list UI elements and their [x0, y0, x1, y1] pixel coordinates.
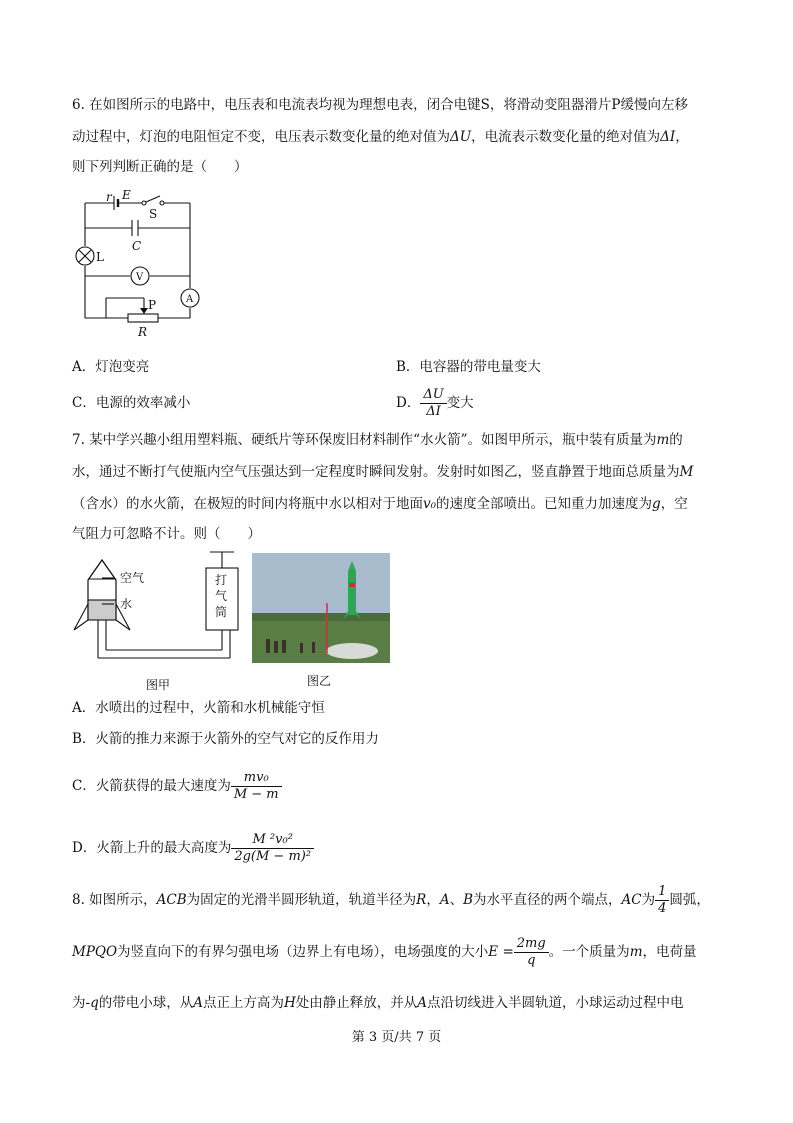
q8-l1-b: 为固定的光滑半圆形轨道，轨道半径为 [186, 892, 417, 908]
q6-line2-text-b: ，电流表示数变化量的绝对值为 [471, 129, 661, 145]
q7-figure-jia [70, 548, 250, 698]
q8-l3-a: 为- [72, 995, 91, 1011]
q6-option-c: C．电源的效率减小 [72, 395, 191, 411]
q8-frac-num: 1 [655, 884, 669, 901]
q7-g: g [652, 496, 661, 512]
page-footer: 第 3 页/共 7 页 [351, 1030, 442, 1045]
q7-line3-text-b: 的速度全部喷出。已知重力加速度为 [436, 496, 653, 512]
q7-line1 [72, 430, 683, 450]
q8-AC: AC [621, 892, 642, 908]
caption-jia: 图甲 [146, 678, 171, 692]
label-C: C [132, 239, 142, 253]
q8-A1: A [193, 995, 203, 1011]
q8-l1-e: 为水平直径的两个端点， [473, 892, 622, 908]
q7-option-d-fraction [231, 832, 314, 865]
q8-l1-g: 圆弧， [669, 892, 710, 908]
label-L: L [96, 250, 104, 264]
label-r: r [106, 190, 112, 204]
q6-line2-text-a: 动过程中，灯泡的电阻恒定不变，电压表示数变化量的绝对值为 [72, 129, 450, 145]
q8-l1-a: 8. 如图所示， [72, 892, 157, 908]
q8-l3-b: 的带电小球，从 [98, 995, 194, 1011]
q8-A: A [439, 892, 450, 908]
label-pump-3: 筒 [215, 605, 228, 619]
q8-R: R [416, 892, 427, 908]
q6-line2-text-c: ， [675, 129, 689, 145]
q8-quarter-fraction [655, 884, 669, 917]
q7-line1-text-b: 的 [669, 432, 683, 448]
q7-line2-text: 水，通过不断打气使瓶内空气压强达到一定程度时瞬间发射。发射时如图乙，竖直静置于地面总质量为 [72, 464, 680, 480]
q7-line2 [72, 462, 693, 482]
q7-line3-text-c: ，空 [660, 496, 688, 512]
q8-H: H [283, 995, 296, 1011]
q8-A2: A [417, 995, 427, 1011]
q8-l2-b: 。一个质量为 [548, 944, 630, 960]
q7-line4: 气阻力可忽略不计。则（ ） [72, 526, 261, 542]
q7-M: M [679, 464, 694, 480]
q7-line1-text-a: 7. 某中学兴趣小组用塑料瓶、硬纸片等环保废旧材料制作“水火箭”。如图甲所示，瓶中装有质量为 [72, 432, 657, 448]
label-P: P [148, 298, 157, 312]
q6-option-d-prefix: D． [396, 395, 421, 411]
q8-l1-c: ， [426, 892, 440, 908]
q7-option-c-fraction [231, 770, 282, 803]
q8-m: m [629, 944, 643, 960]
q6-option-d-num: ΔU [420, 387, 446, 404]
q8-E-fraction [514, 936, 549, 969]
q7-option-c-text: C．火箭获得的最大速度为 [72, 778, 231, 794]
q7-option-c-den: M − m [233, 787, 279, 802]
q8-E-den: q [527, 953, 536, 968]
q6-option-b: B．电容器的带电量变大 [396, 359, 541, 375]
q6-line1: 6. 在如图所示的电路中，电压表和电流表均视为理想电表，闭合电键S，将滑动变阻器滑片P缓慢向左移 [72, 97, 689, 113]
q8-B: B [463, 892, 474, 908]
q8-l3-e: 点沿切线进入半圆轨道，小球运动过程中电 [427, 995, 684, 1011]
q8-l1-f: 为 [641, 892, 656, 908]
q8-ACB: ACB [156, 892, 187, 908]
label-S: S [149, 207, 158, 221]
q7-option-c-num: mv₀ [231, 770, 282, 787]
q6-circuit-diagram [70, 188, 210, 343]
q8-l3-d: 处由静止释放，并从 [295, 995, 418, 1011]
q6-option-d [396, 383, 474, 423]
q6-option-d-den: ΔI [426, 404, 441, 419]
q6-option-a: A．灯泡变亮 [72, 359, 150, 375]
label-air: 空气 [120, 571, 145, 585]
q6-delta-u: ΔU [450, 129, 472, 145]
q7-v0: v₀ [423, 496, 437, 512]
label-R: R [138, 325, 148, 339]
label-A: A [186, 294, 194, 305]
q8-l2-c: ，电荷量 [642, 944, 697, 960]
q7-option-c [72, 768, 282, 804]
q8-frac-den: 4 [658, 901, 667, 916]
q8-line2 [72, 932, 697, 972]
q8-l1-d: 、 [449, 892, 464, 908]
q6-line2 [72, 127, 689, 147]
q8-line3 [72, 993, 684, 1013]
q8-E-num: 2mg [514, 936, 549, 953]
caption-yi: 图乙 [307, 674, 332, 688]
q8-line1 [72, 882, 710, 918]
q7-option-d-num: M ²v₀² [231, 832, 314, 849]
q8-MPQO: MPQO [72, 944, 118, 960]
label-water: 水 [120, 597, 133, 611]
q7-figure-yi-photo [252, 553, 390, 688]
q7-option-d-text: D．火箭上升的最大高度为 [72, 840, 232, 856]
label-V: V [136, 272, 144, 283]
q6-option-d-fraction [420, 387, 446, 420]
q7-m: m [656, 432, 670, 448]
q7-option-a: A．水喷出的过程中，火箭和水机械能守恒 [72, 700, 325, 716]
q8-E-expr: E = [488, 944, 514, 960]
q6-delta-i: ΔI [660, 129, 676, 145]
q8-q: q [90, 995, 99, 1011]
q6-line3: 则下列判断正确的是（ ） [72, 159, 248, 175]
label-pump-1: 打 [215, 573, 228, 587]
label-E: E [122, 188, 131, 202]
q8-l2-a: 为竖直向下的有界匀强电场（边界上有电场），电场强度的大小 [117, 944, 489, 960]
label-pump-2: 气 [215, 589, 228, 603]
q8-l3-c: 点正上方高为 [202, 995, 284, 1011]
q7-option-b: B．火箭的推力来源于火箭外的空气对它的反作用力 [72, 731, 379, 747]
q7-option-d [72, 828, 314, 868]
q7-line3 [72, 494, 688, 514]
q7-line3-text-a: （含水）的水火箭，在极短的时间内将瓶中水以相对于地面 [72, 496, 423, 512]
q6-option-d-suffix: 变大 [446, 395, 474, 411]
q7-option-d-den: 2g(M − m)² [234, 849, 312, 864]
